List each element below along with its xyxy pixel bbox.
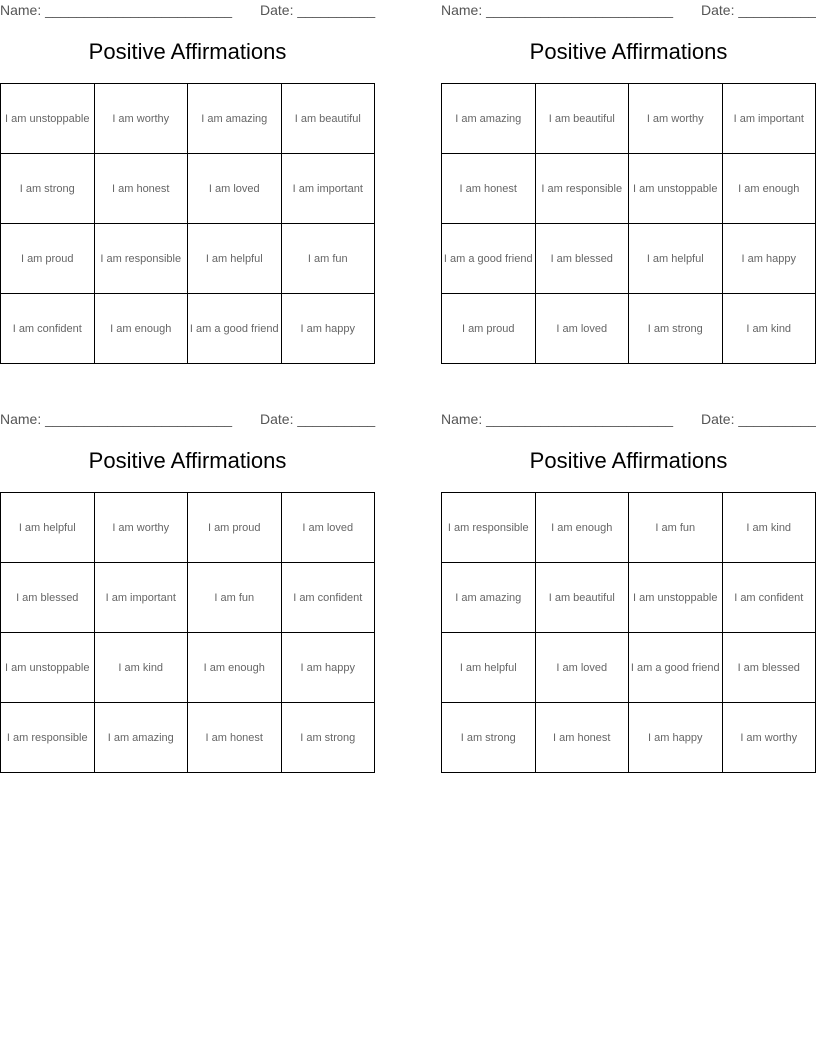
grid-cell: I am blessed: [1, 563, 95, 633]
bingo-card: [441, 0, 816, 370]
bingo-card: [0, 0, 375, 370]
grid-cell: I am enough: [535, 493, 629, 563]
date-field-label: Date: __________: [701, 2, 816, 18]
grid-cell: I am enough: [722, 154, 816, 224]
grid-cell: I am fun: [188, 563, 282, 633]
grid-cell: I am amazing: [94, 703, 188, 773]
grid-cell: I am blessed: [722, 633, 816, 703]
card-title: Positive Affirmations: [529, 39, 728, 64]
grid-cell: I am confident: [722, 563, 816, 633]
grid-row: [1, 703, 375, 773]
grid-row: [1, 563, 375, 633]
grid-cell: I am honest: [442, 154, 536, 224]
date-field-label: Date: __________: [260, 411, 376, 427]
grid-cell: I am beautiful: [535, 563, 629, 633]
grid-cell: I am worthy: [94, 84, 188, 154]
grid-cell: I am strong: [281, 703, 375, 773]
grid-cell: I am responsible: [94, 224, 188, 294]
grid-cell: I am happy: [722, 224, 816, 294]
grid-cell: I am honest: [94, 154, 188, 224]
grid-cell: I am happy: [281, 294, 375, 364]
grid-cell: I am amazing: [442, 84, 536, 154]
grid-row: [1, 294, 375, 364]
grid-cell: I am honest: [535, 703, 629, 773]
grid-cell: I am unstoppable: [629, 563, 723, 633]
grid-cell: I am unstoppable: [1, 84, 95, 154]
grid-cell: I am helpful: [1, 493, 95, 563]
grid-cell: I am happy: [629, 703, 723, 773]
grid-cell: I am loved: [535, 633, 629, 703]
grid-cell: I am helpful: [629, 224, 723, 294]
name-field-label: Name: ________________________: [441, 411, 673, 427]
affirmation-grid: [0, 83, 375, 364]
grid-cell: I am loved: [188, 154, 282, 224]
card-title: Positive Affirmations: [88, 448, 287, 473]
grid-cell: I am kind: [722, 294, 816, 364]
grid-cell: I am worthy: [722, 703, 816, 773]
grid-cell: I am fun: [629, 493, 723, 563]
grid-cell: I am confident: [1, 294, 95, 364]
grid-cell: I am important: [281, 154, 375, 224]
grid-row: [442, 154, 816, 224]
grid-cell: I am kind: [94, 633, 188, 703]
grid-cell: I am fun: [281, 224, 375, 294]
grid-cell: I am beautiful: [281, 84, 375, 154]
grid-cell: I am kind: [722, 493, 816, 563]
card-header: [0, 411, 375, 429]
grid-cell: I am a good friend: [188, 294, 282, 364]
grid-row: [1, 493, 375, 563]
card-header: [0, 2, 375, 20]
grid-cell: I am helpful: [188, 224, 282, 294]
card-title: Positive Affirmations: [529, 448, 728, 473]
grid-cell: I am amazing: [188, 84, 282, 154]
grid-cell: I am confident: [281, 563, 375, 633]
affirmation-grid: [441, 492, 816, 773]
grid-row: [1, 84, 375, 154]
grid-row: [442, 703, 816, 773]
grid-cell: I am strong: [629, 294, 723, 364]
grid-cell: I am unstoppable: [1, 633, 95, 703]
date-field-label: Date: __________: [260, 2, 376, 18]
name-field-label: Name: ________________________: [0, 411, 232, 427]
grid-cell: I am important: [94, 563, 188, 633]
grid-row: [442, 84, 816, 154]
bingo-card: [0, 409, 375, 779]
grid-row: [1, 633, 375, 703]
grid-cell: I am responsible: [442, 493, 536, 563]
card-header: [441, 411, 816, 429]
name-field-label: Name: ________________________: [441, 2, 673, 18]
grid-row: [442, 294, 816, 364]
grid-cell: I am honest: [188, 703, 282, 773]
grid-cell: I am worthy: [94, 493, 188, 563]
grid-cell: I am proud: [442, 294, 536, 364]
grid-cell: I am strong: [1, 154, 95, 224]
grid-row: [1, 224, 375, 294]
grid-cell: I am strong: [442, 703, 536, 773]
grid-cell: I am helpful: [442, 633, 536, 703]
grid-row: [442, 224, 816, 294]
date-field-label: Date: __________: [701, 411, 816, 427]
grid-cell: I am loved: [281, 493, 375, 563]
grid-cell: I am enough: [94, 294, 188, 364]
name-field-label: Name: ________________________: [0, 2, 232, 18]
grid-row: [442, 493, 816, 563]
affirmation-grid: [441, 83, 816, 364]
grid-cell: I am a good friend: [629, 633, 723, 703]
grid-cell: I am proud: [1, 224, 95, 294]
grid-row: [442, 563, 816, 633]
bingo-card: [441, 409, 816, 779]
affirmation-grid: [0, 492, 375, 773]
grid-cell: I am responsible: [535, 154, 629, 224]
grid-cell: I am blessed: [535, 224, 629, 294]
grid-cell: I am important: [722, 84, 816, 154]
grid-cell: I am worthy: [629, 84, 723, 154]
grid-cell: I am amazing: [442, 563, 536, 633]
card-title: Positive Affirmations: [88, 39, 287, 64]
grid-cell: I am proud: [188, 493, 282, 563]
grid-cell: I am beautiful: [535, 84, 629, 154]
grid-cell: I am loved: [535, 294, 629, 364]
grid-row: [1, 154, 375, 224]
grid-cell: I am enough: [188, 633, 282, 703]
grid-cell: I am responsible: [1, 703, 95, 773]
grid-cell: I am unstoppable: [629, 154, 723, 224]
card-header: [441, 2, 816, 20]
grid-cell: I am a good friend: [442, 224, 536, 294]
grid-cell: I am happy: [281, 633, 375, 703]
grid-row: [442, 633, 816, 703]
